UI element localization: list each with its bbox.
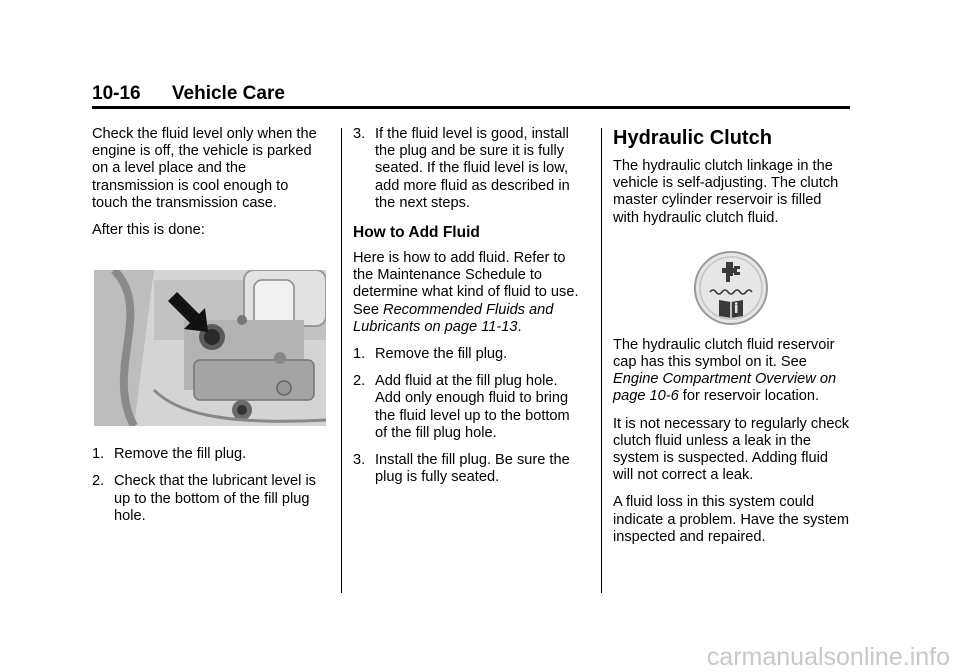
watermark-text: carmanualsonline.info: [706, 643, 950, 671]
page-footer: [0, 638, 960, 672]
reservoir-cap-paragraph: The hydraulic clutch fluid reservoir cap has this symbol on it. See Engine Compartment Overview on page 10-6 for reservoir location.: [613, 336, 837, 405]
list-item: 1. Remove the fill plug.: [92, 446, 247, 463]
engine-compartment-reference[interactable]: Engine Compartment Overview on page 10-6: [613, 371, 837, 405]
list-item: 1. Remove the fill plug.: [353, 346, 508, 363]
fluid-loss-paragraph: A fluid loss in this system could indicate a problem. Have the system inspected and repaired.: [613, 494, 850, 545]
list-item: 3. Install the fill plug. Be sure the plug is fully seated.: [353, 452, 570, 486]
header-rule: [92, 106, 850, 109]
column-2: [353, 126, 585, 496]
column-divider-1: [341, 128, 342, 593]
page-header: [92, 82, 850, 106]
clutch-intro-paragraph: The hydraulic clutch linkage in the vehicle is self-adjusting. The clutch master cylinder reservoir is filled with hydraulic clutch fluid.: [613, 158, 839, 226]
list-item: 2. Add fluid at the fill plug hole. Add only enough fluid to bring the fluid level up to the bottom of the fill plug hole.: [353, 373, 570, 441]
column-divider-2: [601, 128, 602, 593]
after-done-paragraph: After this is done:: [92, 222, 205, 239]
clutch-fluid-check-paragraph: It is not necessary to regularly check clutch fluid unless a leak in the system is suspected. Adding fluid will not correct a leak.: [613, 415, 850, 484]
page-number: 10-16: [92, 83, 141, 104]
check-level-paragraph: Check the fluid level only when the engine is off, the vehicle is parked on a level place and the transmission is cool enough to touch the transmission case.: [92, 126, 317, 211]
list-item: 3. If the fluid level is good, install the plug and be sure it is fully seated. If the fluid level is low, add more fluid as described in the next steps.: [353, 126, 570, 211]
recommended-fluids-reference[interactable]: Recommended Fluids and Lubricants on page 11-13: [353, 301, 554, 335]
hydraulic-clutch-heading: Hydraulic Clutch: [613, 127, 772, 149]
transmission-fill-plug-photo: [94, 270, 326, 426]
clutch-fluid-symbol-icon: [693, 250, 769, 326]
column-3: [613, 126, 851, 556]
section-title: Vehicle Care: [171, 83, 285, 104]
add-fluid-intro: Here is how to add fluid. Refer to the Maintenance Schedule to determine what kind of fluid to use. See Recommended Fluids and Lubricants on page 11-13.: [353, 250, 579, 335]
list-item: 2. Check that the lubricant level is up to the bottom of the fill plug hole.: [92, 473, 316, 524]
how-to-add-fluid-heading: How to Add Fluid: [353, 224, 480, 242]
